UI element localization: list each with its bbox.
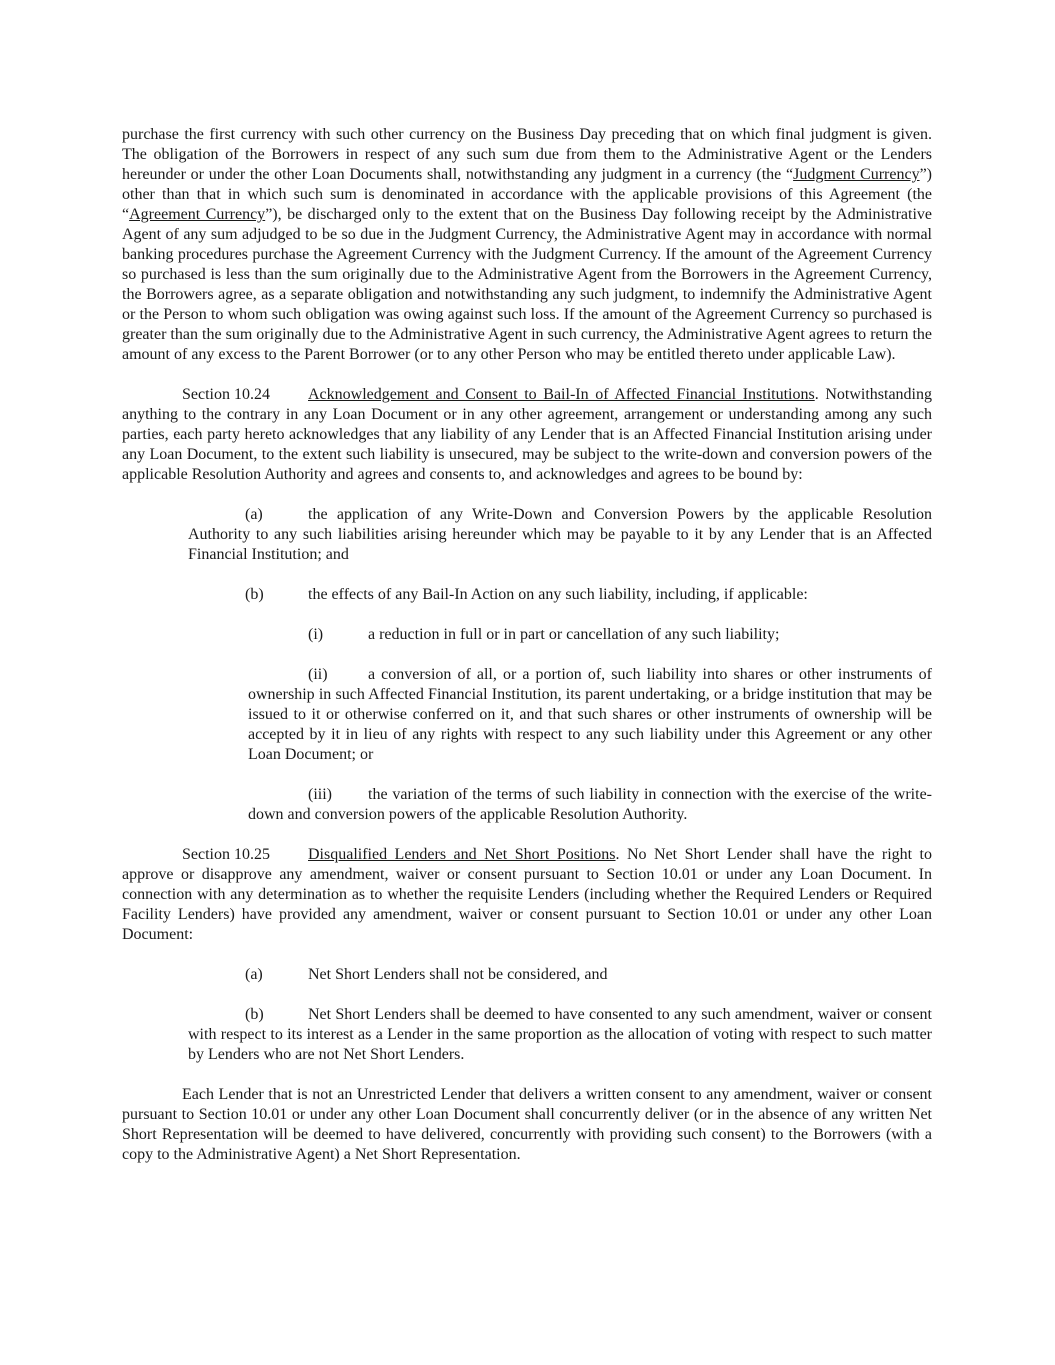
list-item-10-24-b-ii xyxy=(248,665,932,765)
text-run: Net Short Lenders shall not be considered, and xyxy=(308,966,608,983)
underlined-term: Disqualified Lenders and Net Short Positions xyxy=(308,846,616,863)
section-10-24 xyxy=(122,385,932,485)
document-body xyxy=(122,125,932,1165)
section-number-label: Section 10.25 xyxy=(182,846,270,863)
underlined-term: Acknowledgement and Consent to Bail-In of Affected Financial Institutions xyxy=(308,386,815,403)
text-run: purchase the first currency with such other currency on the Business Day preceding that on which final judgment is given. The obligation of the Borrowers in respect of any such sum due from them to the Administrative Agent or the Lenders hereunder or under the other Loan Documents shall, notwithstanding any judgment in a currency (the “ xyxy=(122,126,932,183)
list-item-10-24-b xyxy=(188,585,932,605)
text-run: the application of any Write-Down and Conversion Powers by the applicable Resolution Authority to any such liabilities arising hereunder which may be payable to it by any Lender that is an Affected Financial Institution; and xyxy=(188,506,932,563)
text-run: ”), be discharged only to the extent that on the Business Day following receipt by the Administrative Agent of any sum adjudged to be so due in the Judgment Currency, the Administrative Agent may in accordance with normal banking procedures purchase the Agreement Currency with the Judgment Currency. If the amount of the Agreement Currency so purchased is less than the sum originally due to the Administrative Agent from the Borrowers in the Agreement Currency, the Borrowers agree, as a separate obligation and notwithstanding any such judgment, to indemnify the Administrative Agent or the Person to whom such obligation was owing against such loss. If the amount of the Agreement Currency so purchased is greater than the sum originally due to the Administrative Agent in such currency, the Administrative Agent agrees to return the amount of any excess to the Parent Borrower (or to any other Person who may be entitled thereto under applicable Law). xyxy=(122,206,933,363)
list-item-10-24-b-i xyxy=(248,625,932,645)
text-run: a reduction in full or in part or cancellation of any such liability; xyxy=(368,626,780,643)
list-item-label: (a) xyxy=(245,506,263,523)
text-run: ”) other than that in which such sum is denominated in accordance with the applicable provisions of this Agreement (the “ xyxy=(122,166,933,223)
section-10-25 xyxy=(122,845,932,945)
underlined-term: Judgment Currency xyxy=(793,166,920,183)
underlined-term: Agreement Currency xyxy=(129,206,266,223)
text-run: the variation of the terms of such liability in connection with the exercise of the write-down and conversion powers of the applicable Resolution Authority. xyxy=(248,786,932,823)
paragraph-net-short-representation xyxy=(122,1085,932,1165)
list-item-label: (a) xyxy=(245,966,263,983)
text-run: Each Lender that is not an Unrestricted Lender that delivers a written consent to any amendment, waiver or consent pursuant to Section 10.01 or under any other Loan Document shall concurrently deliver (or in the absence of any written Net Short Representation will be deemed to have delivered, concurrently with providing such consent) to the Borrowers (with a copy to the Administrative Agent) a Net Short Representation. xyxy=(122,1086,932,1163)
list-item-10-24-b-iii xyxy=(248,785,932,825)
list-item-10-25-b xyxy=(188,1005,932,1065)
section-number-label: Section 10.24 xyxy=(182,386,270,403)
text-run: . Notwithstanding anything to the contrary in any Loan Document or in any other agreement, arrangement or understanding among any such parties, each party hereto acknowledges that any liability of any Lender that is an Affected Financial Institution arising under any Loan Document, to the extent such liability is unsecured, may be subject to the write-down and conversion powers of the applicable Resolution Authority and agrees and consents to, and acknowledges and agrees to be bound by: xyxy=(122,386,932,483)
text-run: a conversion of all, or a portion of, such liability into shares or other instruments of ownership in such Affected Financial Institution, its parent undertaking, or a bridge institution that may be issued to it or otherwise conferred on it, and that such shares or other instruments of ownership will be accepted by it in lieu of any rights with respect to any such liability under this Agreement or any other Loan Document; or xyxy=(248,666,932,763)
text-run: . No Net Short Lender shall have the right to approve or disapprove any amendment, waiver or consent pursuant to Section 10.01 or under any Loan Document. In connection with any determination as to whether the requisite Lenders (including whether the Required Lenders or Required Facility Lenders) have provided any amendment, waiver or consent pursuant to Section 10.01 or under any other Loan Document: xyxy=(122,846,933,943)
list-item-10-25-a xyxy=(188,965,932,985)
list-item-10-24-a xyxy=(188,505,932,565)
list-item-label: (b) xyxy=(245,586,264,603)
text-run: the effects of any Bail-In Action on any such liability, including, if applicable: xyxy=(308,586,808,603)
list-item-label: (ii) xyxy=(308,666,328,683)
list-item-label: (b) xyxy=(245,1006,264,1023)
list-item-label: (i) xyxy=(308,626,324,643)
list-item-label: (iii) xyxy=(308,786,332,803)
text-run: Net Short Lenders shall be deemed to have consented to any such amendment, waiver or consent with respect to its interest as a Lender in the same proportion as the allocation of voting with respect to such matter by Lenders who are not Net Short Lenders. xyxy=(188,1006,932,1063)
paragraph-judgment-currency xyxy=(122,125,932,365)
